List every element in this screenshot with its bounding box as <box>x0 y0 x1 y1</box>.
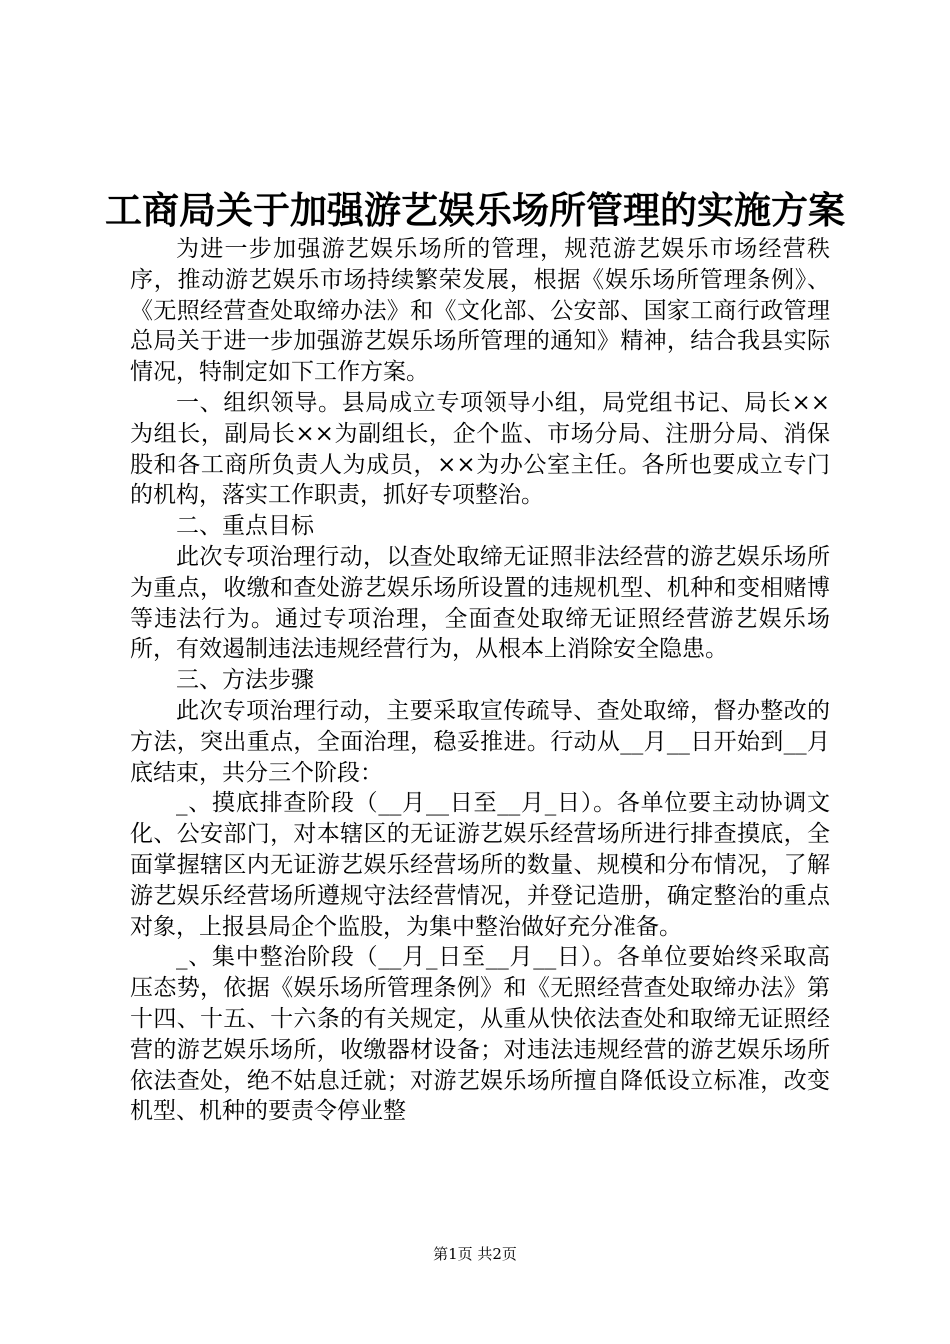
page-number-footer: 第1页 共2页 <box>433 1245 517 1263</box>
paragraph-method-steps: 此次专项治理行动，主要采取宣传疏导、查处取缔，督办整改的方法，突出重点，全面治理，稳妥推进。行动从__月__日开始到__月底结束，共分三个阶段： <box>130 697 830 786</box>
heading-key-goals: 二、重点目标 <box>176 513 314 540</box>
paragraph-organization: 一、组织领导。县局成立专项领导小组，局党组书记、局长××为组长，副局长××为副组长，企个监、市场分局、注册分局、消保股和各工商所负责人为成员，××为办公室主任。各所也要成立专门的机构，落实工作职责，抓好专项整治。 <box>130 389 830 509</box>
document-body <box>130 234 830 1127</box>
paragraph-key-goals: 此次专项治理行动，以查处取缔无证照非法经营的游艺娱乐场所为重点，收缴和查处游艺娱乐场所设置的违规机型、机种和变相赌博等违法行为。通过专项治理，全面查处取缔无证照经营游艺娱乐场所，有效遏制违法违规经营行为，从根本上消除安全隐患。 <box>130 543 830 663</box>
paragraph-stage-rectification: _、集中整治阶段（__月_日至__月__日）。各单位要始终采取高压态势，依据《娱乐场所管理条例》和《无照经营查处取缔办法》第十四、十五、十六条的有关规定，从重从快依法查处和取缔无证照经营的游艺娱乐场所，收缴器材设备；对违法违规经营的游艺娱乐场所依法查处，绝不姑息迁就；对游艺娱乐场所擅自降低设立标准，改变机型、机种的要责令停业整 <box>130 944 830 1125</box>
document-title: 工商局关于加强游艺娱乐场所管理的实施方案 <box>105 188 845 232</box>
paragraph-stage-survey: _、摸底排查阶段（__月__日至__月_日）。各单位要主动协调文化、公安部门，对本辖区的无证游艺娱乐经营场所进行排查摸底，全面掌握辖区内无证游艺娱乐经营场所的数量、规模和分布情况，了解游艺娱乐经营场所遵规守法经营情况，并登记造册，确定整治的重点对象，上报县局企个监股，为集中整治做好充分准备。 <box>130 790 830 940</box>
paragraph-intro: 为进一步加强游艺娱乐场所的管理，规范游艺娱乐市场经营秩序，推动游艺娱乐市场持续繁荣发展，根据《娱乐场所管理条例》、《无照经营查处取缔办法》和《文化部、公安部、国家工商行政管理总局关于进一步加强游艺娱乐场所管理的通知》精神，结合我县实际情况，特制定如下工作方案。 <box>130 236 830 386</box>
heading-method-steps: 三、方法步骤 <box>176 667 314 694</box>
